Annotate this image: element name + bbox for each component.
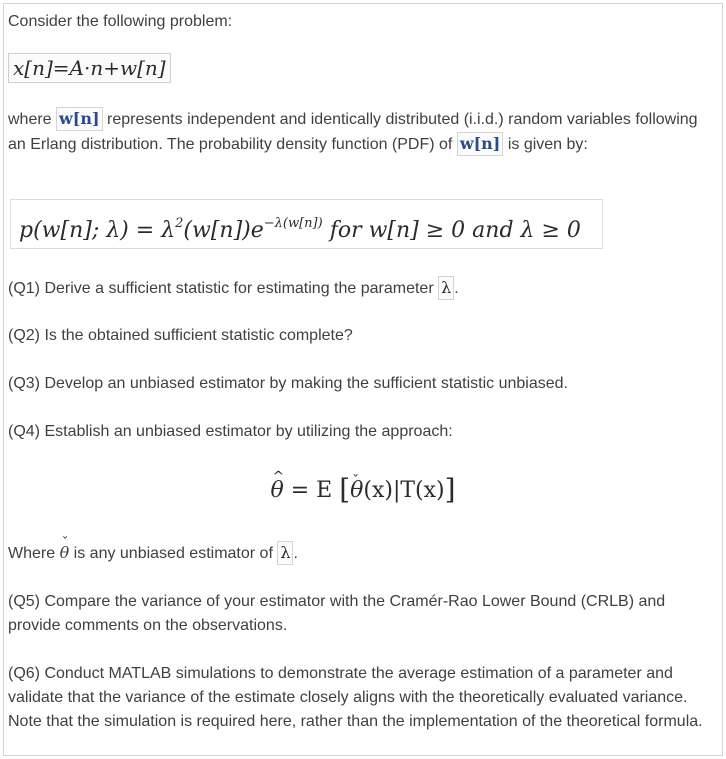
theta-check-symbol: ˇ θ — [350, 475, 363, 507]
distribution-description: where w[n] represents independent and identically distributed (i.i.d.) random variables following an Erlang distribution. The probability density function (PDF) of w[n] is given by: — [8, 107, 716, 157]
question-5: (Q5) Compare the variance of your estimator with the Cramér-Rao Lower Bound (CRLB) and provide comments on the observations. — [8, 593, 666, 634]
question-4: (Q4) Establish an unbiased estimator by utilizing the approach: — [8, 423, 453, 440]
where-line: Where ˇ θ is any unbiased estimator of λ . — [8, 541, 716, 566]
theta-check-symbol: ˇ θ — [60, 541, 70, 565]
lambda-symbol-math: λ — [277, 541, 293, 565]
rao-blackwell-formula: ^ θ = E [ˇ θ(x)|T(x)] — [4, 474, 722, 507]
question-1: (Q1) Derive a sufficient statistic for estimating the parameter λ . — [8, 276, 716, 301]
signal-model-equation: x[n]=A·n+w[n] — [8, 53, 171, 83]
question-3: (Q3) Develop an unbiased estimator by making the sufficient statistic unbiased. — [8, 375, 568, 392]
problem-card — [3, 3, 723, 756]
theta-hat-symbol: ^ θ — [270, 475, 283, 507]
question-2: (Q2) Is the obtained sufficient statistic complete? — [8, 327, 353, 344]
w-symbol-math: w[n] — [56, 107, 103, 131]
w-symbol-math: w[n] — [457, 132, 504, 156]
intro-text: Consider the following problem: — [8, 13, 233, 30]
pdf-equation: p(w[n]; $\lambda) = \lambda^2(w[n])e^{-\lambda(w[n])}$ for w[n] ≥ 0 and λ ≥ 0 — [10, 199, 603, 249]
lambda-symbol-math: λ — [438, 276, 454, 300]
question-6: (Q6) Conduct MATLAB simulations to demonstrate the average estimation of a parameter and validate that the variance of the estimate closely aligns with the theoretically evaluated variance. Note that the simulation is required here, rather than the implementation of the theoretical formula. — [8, 665, 703, 730]
